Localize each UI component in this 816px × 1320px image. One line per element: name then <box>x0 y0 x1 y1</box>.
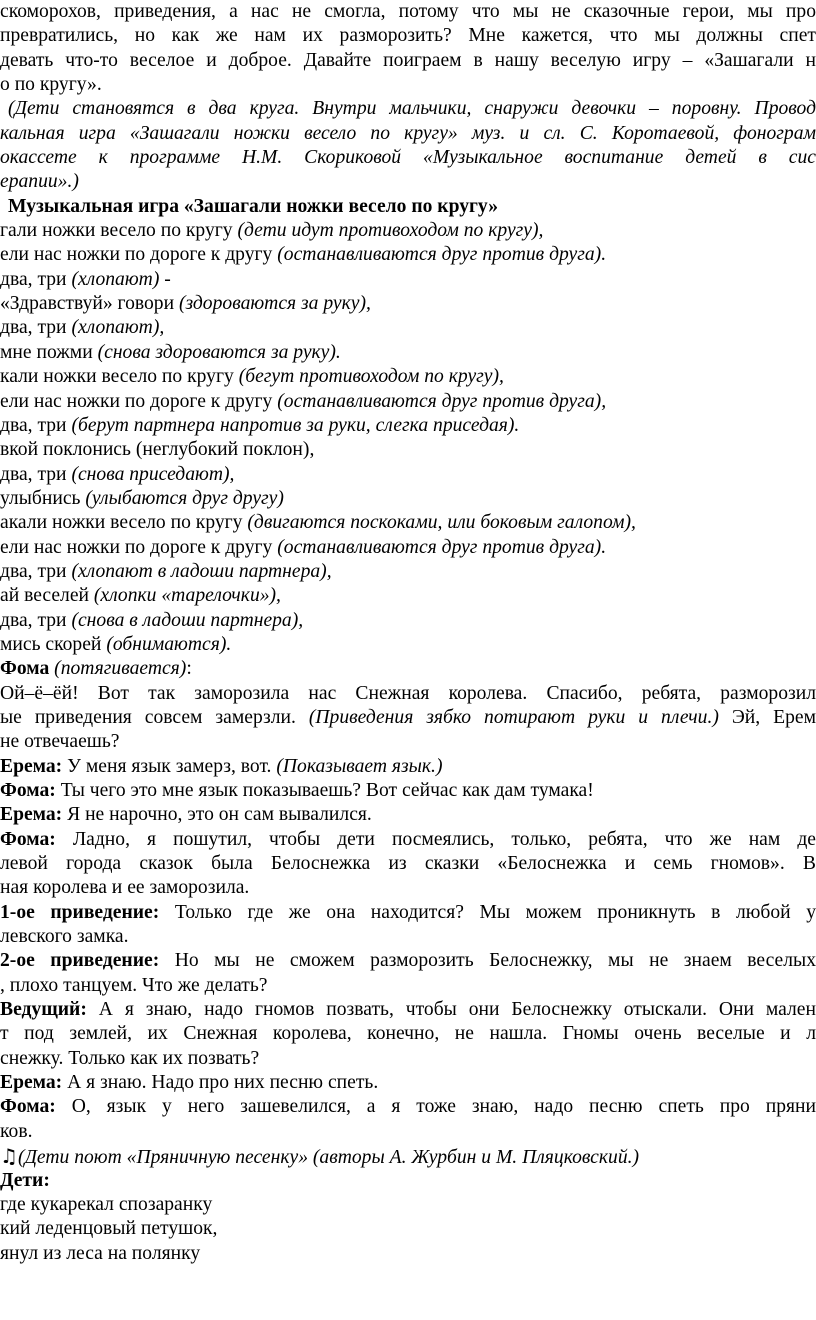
text-line <box>0 852 816 876</box>
text-run: скоморохов, приведения, а нас не смогла, потому что мы не сказочные герои, мы про <box>0 1 816 22</box>
stage-direction: (обнимаются). <box>106 633 232 655</box>
text-line <box>0 682 816 706</box>
music-note-icon: ♫ <box>0 1144 18 1169</box>
text-run: два, три <box>0 414 72 436</box>
stage-direction: (снова приседают), <box>71 463 235 485</box>
text-run: Ты чего это мне язык показываешь? Вот сейчас как дам тумака! <box>55 780 594 801</box>
text-run: мись скорей <box>0 633 107 655</box>
text-line <box>0 49 816 73</box>
text-line <box>0 584 816 608</box>
text-run: - <box>159 268 171 290</box>
text-run: Только где же она находится? Мы можем проникнуть в любой у <box>159 901 816 923</box>
text-run: Я не нарочно, это он сам вывалился. <box>62 804 372 826</box>
text-line <box>0 609 816 633</box>
text-line <box>0 560 816 584</box>
text-line <box>0 536 816 560</box>
stage-direction: (Приведения зябко потирают руки и плечи.) <box>308 706 719 728</box>
stage-direction: (Показывает язык.) <box>276 755 443 777</box>
text-line <box>0 170 816 194</box>
speaker-label: Ведущий: <box>0 999 87 1021</box>
stage-direction: (здороваются за руку), <box>178 293 371 315</box>
text-line <box>0 755 816 779</box>
text-line <box>0 438 816 462</box>
text-run: два, три <box>0 268 72 290</box>
stage-direction: (Дети поют «Пряничную песенку» (авторы А. Журбин и М. Пляцковский.) <box>17 1147 640 1169</box>
text-run: о по кругу». <box>0 74 102 96</box>
speaker-label: Ерема: <box>0 804 63 826</box>
text-line <box>0 0 816 24</box>
text-line <box>0 974 816 998</box>
text-run: два, три <box>0 609 72 631</box>
speaker-label: Музыкальная игра «Зашагали ножки весело по кругу» <box>8 195 499 217</box>
text-run: девать что-то веселое и доброе. Давайте поиграем в нашу веселую игру – «Зашагали н <box>0 49 816 71</box>
text-run: кали ножки весело по кругу <box>0 366 239 388</box>
text-line <box>0 268 816 292</box>
text-run: превратились, но как же нам их разморозить? Мне кажется, что мы должны спет <box>0 25 816 47</box>
text-line <box>0 24 816 48</box>
text-run: улыбнись <box>0 487 86 509</box>
text-line <box>0 243 816 267</box>
text-run: ай веселей <box>0 585 94 607</box>
stage-direction: ерапии».) <box>0 171 79 193</box>
text-run: вкой поклонись (неглубокий поклон), <box>0 439 315 461</box>
text-line <box>0 706 816 730</box>
text-run: левой города сказок была Белоснежка из сказки «Белоснежка и семь гномов». В <box>0 853 816 875</box>
text-line <box>0 657 816 681</box>
text-run: У меня язык замерз, вот. <box>62 755 277 777</box>
text-line <box>0 1144 816 1168</box>
text-run: снежку. Только как их позвать? <box>0 1047 260 1069</box>
text-run: Но мы не сможем разморозить Белоснежку, мы не знаем веселых <box>159 950 816 972</box>
stage-direction: (двигаются поскоками, или боковым галопом), <box>247 512 636 534</box>
stage-direction: (хлопают), <box>71 317 165 339</box>
text-line <box>0 1120 816 1144</box>
text-run: А я знаю, надо гномов позвать, чтобы они Белоснежку отыскали. Они мален <box>86 999 816 1021</box>
stage-direction: кальная игра «Зашагали ножки весело по кругу» муз. и сл. С. Коротаевой, фонограм <box>0 122 816 144</box>
text-run: ели нас ножки по дороге к другу <box>0 390 278 412</box>
text-line <box>0 1169 816 1193</box>
text-run: Ой–ё–ёй! Вот так заморозила нас Снежная королева. Спасибо, ребята, разморозил <box>0 682 816 704</box>
text-line <box>0 195 816 219</box>
stage-direction: (улыбаются друг другу) <box>85 487 284 509</box>
text-line <box>0 316 816 340</box>
speaker-label: Ерема: <box>0 1072 63 1094</box>
text-line <box>0 487 816 511</box>
stage-direction: (хлопки «тарелочки»), <box>93 585 281 607</box>
speaker-label: 1-ое приведение: <box>0 901 160 923</box>
text-run: «Здравствуй» говори <box>0 293 179 315</box>
speaker-label: Дети: <box>0 1169 50 1191</box>
text-line <box>0 779 816 803</box>
text-line <box>0 925 816 949</box>
text-line <box>0 1047 816 1071</box>
text-line <box>0 949 816 973</box>
text-line <box>0 146 816 170</box>
text-run: Ладно, я пошутил, чтобы дети посмеялись, только, ребята, что же нам де <box>55 828 816 850</box>
speaker-label: Фома: <box>0 828 56 850</box>
text-run: О, язык у него зашевелился, а я тоже знаю, надо песню спеть про пряни <box>55 1096 816 1118</box>
text-line <box>0 341 816 365</box>
text-line <box>0 97 816 121</box>
speaker-label: Ерема: <box>0 755 63 777</box>
text-run: два, три <box>0 560 72 582</box>
text-line <box>0 390 816 414</box>
text-line <box>0 1071 816 1095</box>
text-line <box>0 73 816 97</box>
text-run: ели нас ножки по дороге к другу <box>0 536 278 558</box>
text-run: ые приведения совсем замерзли. <box>0 706 309 728</box>
text-run: А я знаю. Надо про них песню спеть. <box>62 1072 379 1094</box>
stage-direction: окассете к программе Н.М. Скориковой «Музыкальное воспитание детей в сис <box>0 147 816 169</box>
stage-direction: (останавливаются друг против друга). <box>277 536 607 558</box>
text-line <box>0 828 816 852</box>
text-run: левского замка. <box>0 926 129 948</box>
text-line <box>0 1217 816 1241</box>
speaker-label: Фома <box>0 658 50 680</box>
stage-direction: (снова в ладоши партнера), <box>71 609 304 631</box>
text-line <box>0 219 816 243</box>
stage-direction: (хлопают в ладоши партнера), <box>71 560 332 582</box>
stage-direction: (хлопают) <box>71 268 160 290</box>
stage-direction: (бегут противоходом по кругу), <box>238 366 504 388</box>
text-line <box>0 1022 816 1046</box>
text-line <box>0 414 816 438</box>
text-run: акали ножки весело по кругу <box>0 512 248 534</box>
text-run: кий леденцовый петушок, <box>0 1218 218 1240</box>
text-run: мне пожми <box>0 341 98 363</box>
text-run: Эй, Ерем <box>718 706 816 728</box>
text-line <box>0 511 816 535</box>
text-line <box>0 876 816 900</box>
text-run: не отвечаешь? <box>0 731 120 753</box>
text-line <box>0 803 816 827</box>
stage-direction: (дети идут противоходом по кругу), <box>237 220 544 242</box>
text-line <box>0 1095 816 1119</box>
stage-direction: (останавливаются друг против друга). <box>277 244 607 266</box>
text-run: янул из леса на полянку <box>0 1242 201 1264</box>
speaker-label: Фома: <box>0 1096 56 1118</box>
text-run: , плохо танцуем. Что же делать? <box>0 974 268 996</box>
text-run: ков. <box>0 1120 33 1142</box>
speaker-label: Фома: <box>0 780 56 801</box>
text-run: ная королева и ее заморозила. <box>0 877 250 899</box>
stage-direction: (потягивается) <box>54 658 187 680</box>
text-run: где кукарекал спозаранку <box>0 1193 213 1215</box>
text-line <box>0 365 816 389</box>
stage-direction: (снова здороваются за руку). <box>97 341 341 363</box>
text-line <box>0 1242 816 1266</box>
text-line <box>0 463 816 487</box>
text-run: два, три <box>0 463 72 485</box>
text-line <box>0 901 816 925</box>
stage-direction: (Дети становятся в два круга. Внутри мальчики, снаружи девочки – поровну. Провод <box>8 98 816 120</box>
text-run: т под землей, их Снежная королева, конечно, не нашла. Гномы очень веселые и л <box>0 1023 816 1045</box>
text-line <box>0 1193 816 1217</box>
stage-direction: (останавливаются друг против друга), <box>277 390 607 412</box>
text-line <box>0 998 816 1022</box>
text-run: гали ножки весело по кругу <box>0 220 238 242</box>
text-line <box>0 122 816 146</box>
text-run: два, три <box>0 317 72 339</box>
text-line <box>0 730 816 754</box>
stage-direction: (берут партнера напротив за руки, слегка приседая). <box>71 414 520 436</box>
speaker-label: 2-ое приведение: <box>0 950 160 972</box>
text-run: : <box>186 658 192 680</box>
text-line <box>0 633 816 657</box>
text-line <box>0 292 816 316</box>
text-run: ели нас ножки по дороге к другу <box>0 244 278 266</box>
